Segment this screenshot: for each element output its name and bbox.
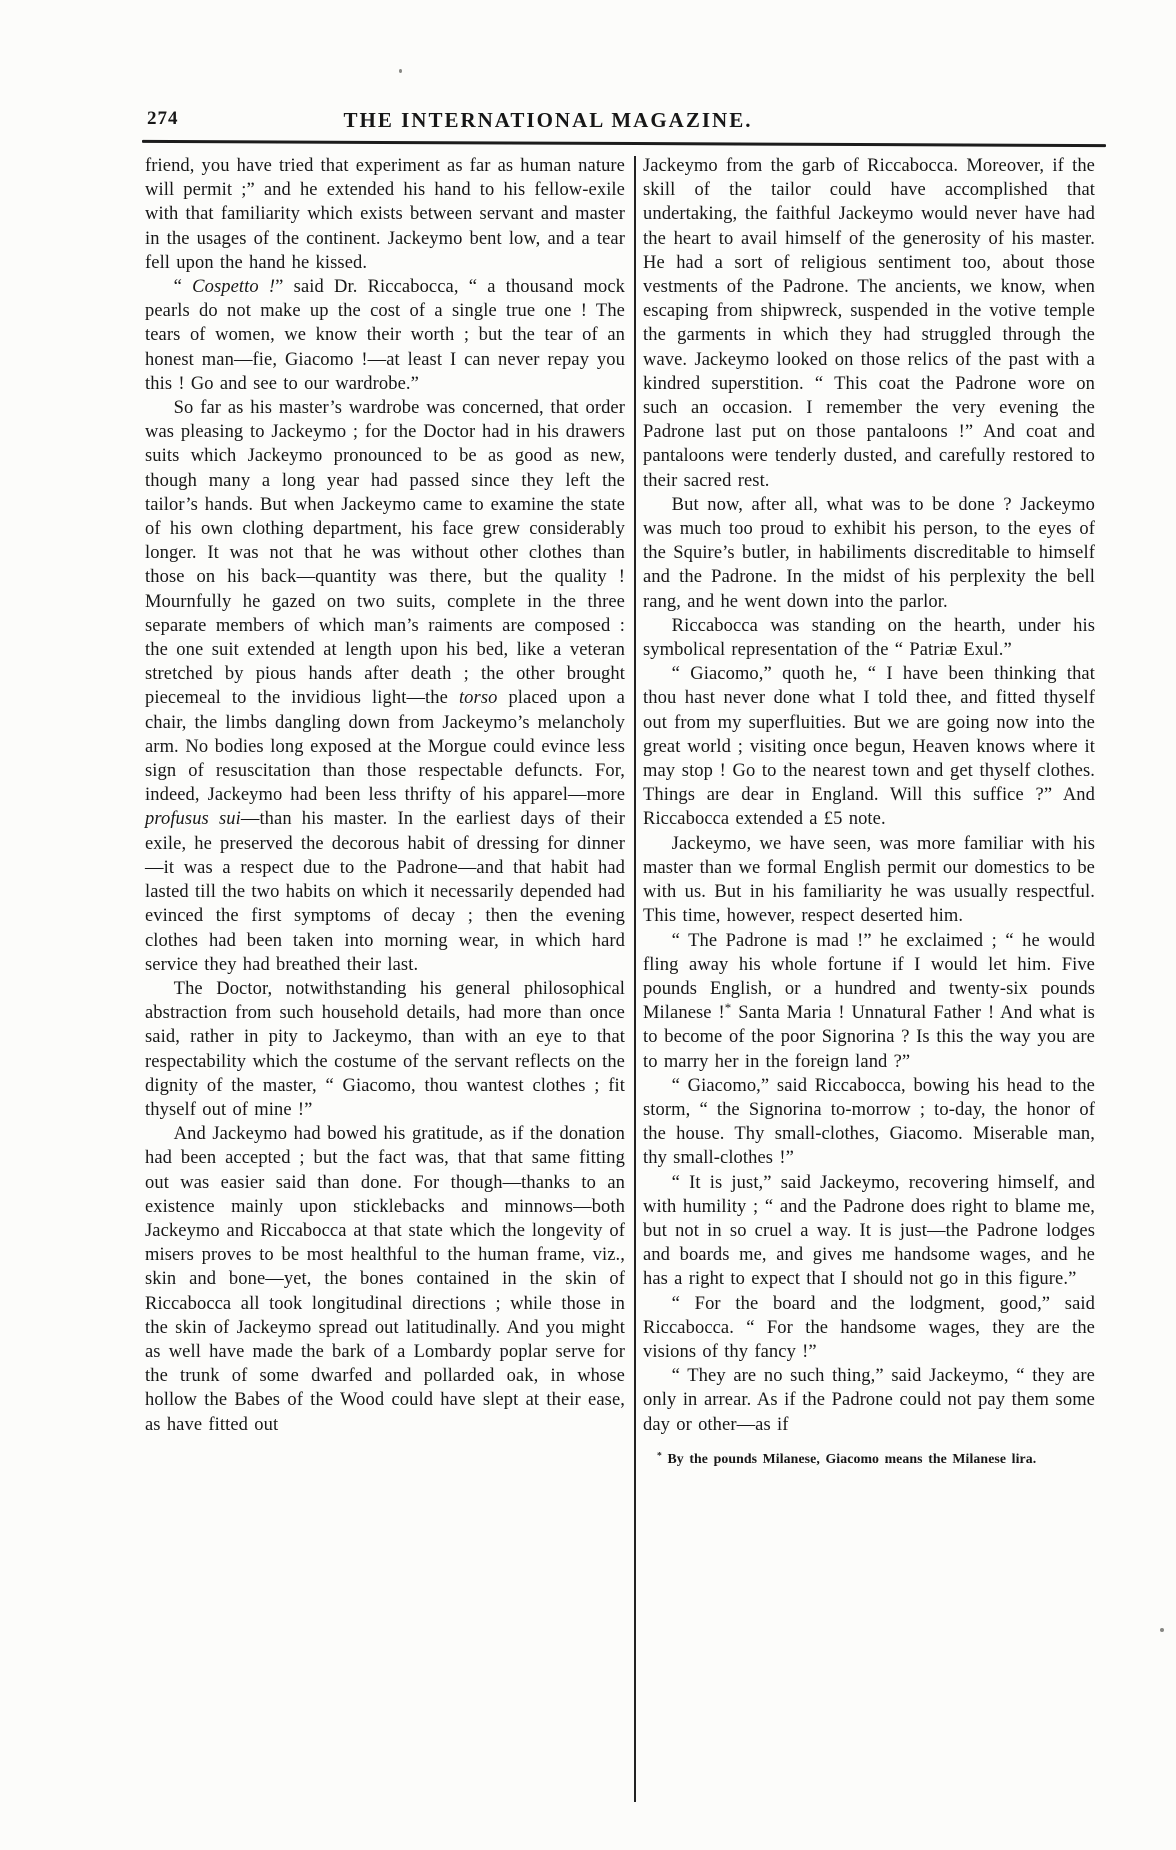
column-divider <box>634 156 636 1802</box>
magazine-title: THE INTERNATIONAL MAGAZINE. <box>343 108 753 132</box>
right-column <box>643 154 1095 1467</box>
paragraph <box>145 396 625 977</box>
paragraph <box>643 1292 1095 1365</box>
text-run: Riccabocca was standing on the hearth, under his symbolical representation of the “ Patriæ Exul.” <box>643 615 1095 661</box>
text-run: profusus sui <box>145 809 241 830</box>
masthead <box>145 98 1095 142</box>
text-run: The Doctor, notwithstanding his general philosophical abstraction from such household details, had more than once said, rather in pity to Jackeymo, than with an eye to that respectability which the costume of the servant reflects on the dignity of the master, “ Giacomo, thou wantest clothes ; fit thyself out of mine !” <box>145 978 625 1120</box>
scan-speck <box>1160 1628 1164 1632</box>
text-run: Jackeymo from the garb of Riccabocca. Moreover, if the skill of the tailor could have accomplished that undertaking, the faithful Jackeymo would never have had the heart to avail himself of the generosity of his master. He had a sort of religious sentiment too, about those vestments of the Padrone. The ancients, we know, when escaping from shipwreck, suspended in the votive temple the garments in which they had struggled through the wave. Jackeymo looked on those relics of the past with a kindred superstition. “ This coat the Padrone wore on such an occasion. I remember the very evening the Padrone last put on those pantaloons !” And coat and pantaloons were tenderly dusted, and carefully restored to their sacred rest. <box>643 156 1095 491</box>
text-run: “ Giacomo,” said Riccabocca, bowing his head to the storm, “ the Signorina to-morrow ; to-day, the honor of the house. Thy small-clothes, Giacomo. Miserable man, thy small-clothes !” <box>643 1075 1095 1169</box>
text-run: But now, after all, what was to be done ? Jackeymo was much too proud to exhibit his person, to the eyes of the Squire’s butler, in habiliments discreditable to himself and the Padrone. In the midst of his perplexity the bell rang, and he went down into the parlor. <box>643 494 1095 612</box>
text-run: “ <box>173 277 193 298</box>
footnote <box>643 1450 1095 1468</box>
left-column <box>145 154 625 1467</box>
paragraph <box>145 1122 625 1437</box>
paragraph <box>643 1074 1095 1171</box>
page-content <box>145 98 1095 1467</box>
text-run: “ For the board and the lodgment, good,” said Riccabocca. “ For the handsome wages, they are the visions of thy fancy !” <box>643 1293 1095 1362</box>
text-run: Cospetto ! <box>192 277 276 298</box>
paragraph <box>643 832 1095 929</box>
footnote-marker: * <box>724 1000 732 1016</box>
footnote-marker: * <box>657 1450 662 1462</box>
text-run: friend, you have tried that experiment as far as human nature will permit ;” and he extended his hand to his fellow-exile with that familiarity which exists between servant and master in the usages of the continent. Jackeymo bent low, and a tear fell upon the hand he kissed. <box>145 156 625 273</box>
text-run: “ The Padrone is mad !” he exclaimed ; “ he would fling away his whole fortune if I would let him. Five pounds English, or a hundred and twenty-six pounds Milanese ! <box>643 930 1095 1024</box>
text-run: placed upon a chair, the limbs dangling down from Jackeymo’s melancholy arm. No bodies long exposed at the Morgue could evince less sign of resuscitation than those respectable defuncts. For, indeed, Jackeymo had been less thrifty of his apparel—more <box>145 688 625 806</box>
paragraph <box>643 1364 1095 1437</box>
footnote-text: By the pounds Milanese, Giacomo means the Milanese lira. <box>661 1450 1037 1466</box>
paragraph <box>643 154 1095 493</box>
paragraph <box>643 493 1095 614</box>
page-number: 274 <box>147 108 179 129</box>
text-run: “ It is just,” said Jackeymo, recovering himself, and with humility ; “ and the Padrone does right to blame me, but not in so cruel a way. It is just—the Padrone lodges and boards me, and gives me handsome wages, and he has a right to expect that I should not go in this figure.” <box>643 1172 1095 1290</box>
text-run: —than his master. In the earliest days of their exile, he preserved the decorous habit of dressing for dinner—it was a respect due to the Padrone—and that habit had lasted till the two habits on which it necessarily depended had evinced the first symptoms of decay ; then the evening clothes had been taken into morning wear, in which hard service they had breathed their last. <box>145 809 625 975</box>
text-run: And Jackeymo had bowed his gratitude, as if the donation had been accepted ; but the fact was, that that same fitting out was easier said than done. For though—thanks to an existence mainly upon sticklebacks and minnows—both Jackeymo and Riccabocca at that state which the longevity of misers proves to be most healthful to the human frame, viz., skin and bone—yet, the bones contained in the skin of Riccabocca all took longitudinal directions ; while those in the skin of Jackeymo spread out latitudinally. And you might as well have made the bark of a Lombardy poplar serve for the trunk of some dwarfed and pollarded oak, in whose hollow the Babes of the Wood could have slept at their ease, as have fitted out <box>145 1124 625 1435</box>
paragraph <box>643 662 1095 831</box>
text-run: “ They are no such thing,” said Jackeymo, “ they are only in arrear. As if the Padrone could not pay them some day or other—as if <box>643 1366 1095 1435</box>
text-run: torso <box>458 688 498 709</box>
columns <box>145 154 1095 1467</box>
paragraph <box>643 929 1095 1074</box>
text-run: So far as his master’s wardrobe was concerned, that order was pleasing to Jackeymo ; for the Doctor had in his drawers suits which Jackeymo pronounced to be as good as new, though many a long year had passed since they left the tailor’s hands. But when Jackeymo came to examine the state of his own clothing department, his face grew considerably longer. It was not that he was without other clothes than those on his back—quantity was there, but the quality ! Mournfully he gazed on two suits, complete in the three separate members of which man’s raiments are composed : the one suit extended at length upon his bed, like a veteran stretched by pious hands after death ; the other brought piecemeal to the invidious light—the <box>145 398 625 709</box>
paragraph <box>145 154 625 275</box>
scan-speck <box>399 69 402 73</box>
text-run: Jackeymo, we have seen, was more familiar with his master than we formal English permit our domestics to be with us. But in his familiarity he was usually respectful. This time, however, respect deserted him. <box>643 833 1095 927</box>
text-run: ” said Dr. Riccabocca, “ a thousand mock pearls do not make up the cost of a single true one ! The tears of women, we know their worth ; but the tear of an honest man—fie, Giacomo !—at least I can never repay you this ! Go and see to our wardrobe.” <box>145 277 625 394</box>
text-run: Santa Maria ! Unnatural Father ! And what is to become of the poor Signorina ? Is this the way you are to marry her in the foreign land ?” <box>643 1003 1095 1072</box>
paragraph <box>145 977 625 1122</box>
paragraph <box>643 614 1095 662</box>
paragraph <box>643 1171 1095 1292</box>
text-run: “ Giacomo,” quoth he, “ I have been thinking that thou hast never done what I told thee, and fitted thyself out from my superfluities. But we are going now into the great world ; visiting once begun, Heaven knows where it may stop ! Go to the nearest town and get thyself clothes. Things are dear in England. Will this suffice ?” And Riccabocca extended a £5 note. <box>643 664 1095 830</box>
paragraph <box>145 275 625 396</box>
